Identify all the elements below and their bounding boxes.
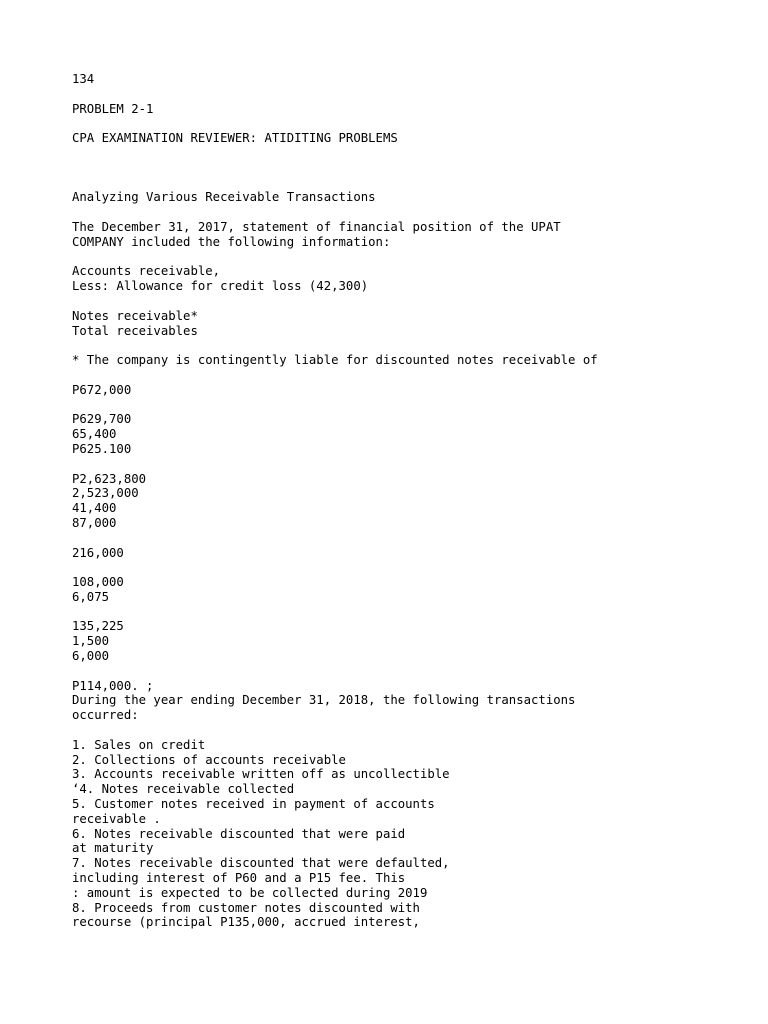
transaction-line: recourse (principal P135,000, accrued interest, [72,915,420,930]
amount-value: P625.100 [72,441,132,456]
transaction-line: 7. Notes receivable discounted that were defaulted, [72,856,450,871]
transactions-list [72,738,732,930]
amount-value: 41,400 [72,501,117,516]
amount-group [72,472,732,531]
amount-value: 135,225 [72,619,124,634]
page-number: 134 [72,72,95,86]
amount-value: 216,000 [72,545,124,560]
amount-value: P629,700 [72,412,132,427]
section-title-block [72,190,732,205]
book-title: CPA EXAMINATION REVIEWER: ATIDITING PROBLEMS [72,131,398,146]
transition-paragraph [72,679,732,723]
receivables-block [72,264,732,294]
transaction-line: 5. Customer notes received in payment of accounts [72,797,435,812]
intro-paragraph [72,220,732,250]
footnote-block [72,353,732,368]
transaction-line: receivable . [72,811,161,826]
section-title: Analyzing Various Receivable Transactions [72,190,376,205]
amount-value: 2,523,000 [72,486,139,501]
transaction-line: at maturity [72,841,154,856]
transaction-line: 1. Sales on credit [72,737,206,752]
amount-value: 1,500 [72,634,110,649]
amount-value: 6,000 [72,649,110,664]
receivables-totals-line: Notes receivable* [72,308,198,323]
amount-group [72,546,732,561]
transaction-line: including interest of P60 and a P15 fee. This [72,871,406,886]
amount-group [72,412,732,456]
book-title-block [72,131,732,146]
amount-value: 87,000 [72,515,117,530]
amount-group [72,575,732,605]
document-page [72,72,732,945]
receivables-totals-line: Total receivables [72,323,198,338]
problem-label-block [72,102,732,117]
amount-group [72,383,732,398]
amount-value: P2,623,800 [72,471,147,486]
transaction-line: : amount is expected to be collected during 2019 [72,885,428,900]
amount-group [72,619,732,663]
receivables-line: Less: Allowance for credit loss (42,300) [72,279,369,294]
amount-value: 65,400 [72,427,117,442]
transaction-line: ‘4. Notes receivable collected [72,782,295,797]
intro-line: COMPANY included the following information: [72,234,391,249]
footnote: * The company is contingently liable for discounted notes receivable of [72,353,598,368]
intro-line: The December 31, 2017, statement of financial position of the UPAT [72,219,561,234]
amount-value: P672,000 [72,382,132,397]
transition-line: occurred: [72,708,139,723]
page-number-block [72,72,732,87]
transaction-line: 8. Proceeds from customer notes discounted with [72,900,420,915]
transaction-line: 2. Collections of accounts receivable [72,752,346,767]
receivables-totals-block [72,309,732,339]
receivables-line: Accounts receivable, [72,264,221,279]
problem-label: PROBLEM 2-1 [72,101,154,116]
amount-value: 6,075 [72,589,110,604]
transition-line: P114,000. ; [72,678,154,693]
transaction-line: 3. Accounts receivable written off as uncollectible [72,767,450,782]
transaction-line: 6. Notes receivable discounted that were paid [72,826,406,841]
transition-line: During the year ending December 31, 2018, the following transactions [72,693,576,708]
amount-value: 108,000 [72,575,124,590]
